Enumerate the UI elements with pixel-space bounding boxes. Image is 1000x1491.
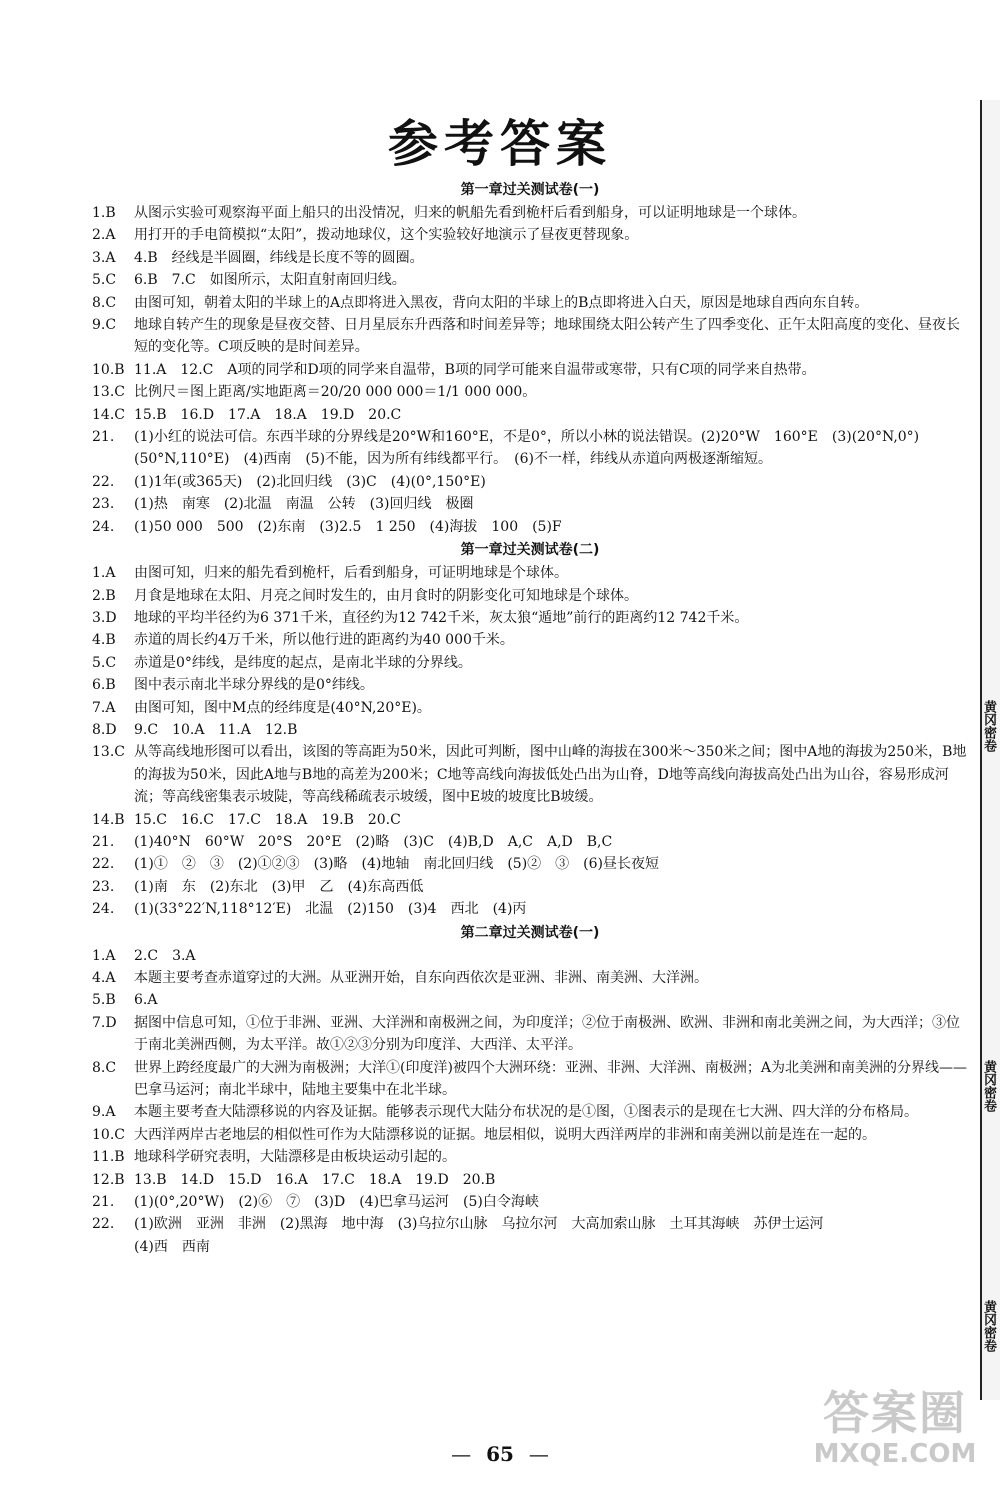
question-number: 9.C: [92, 317, 117, 334]
answer-text: 据图中信息可知，①位于非洲、亚洲、大洋洲和南极洲之间，为印度洋；②位于南极洲、欧洲、非洲和南北美洲之间，为大西洋；③位于南北美洲西侧，为太平洋。故①②③分别为印度洋、大西洋、太平洋。: [134, 1014, 960, 1054]
answer-item: [92, 585, 968, 607]
question-number: 21.: [92, 429, 115, 446]
answer-text: 地球自转产生的现象是昼夜交替、日月星辰东升西落和时间差异等；地球围绕太阳公转产生了四季变化、正午太阳高度的变化、昼夜长短的变化等。C项反映的是时间差异。: [134, 317, 960, 356]
answer-text: 9.C 10.A 11.A 12.B: [134, 721, 298, 738]
answer-item: [92, 607, 968, 629]
answer-item: [92, 1101, 968, 1123]
question-number: 1.A: [92, 947, 116, 964]
question-number: 4.A: [92, 970, 116, 986]
answer-text: (1)1年(或365天) (2)北回归线 (3)C (4)(0°,150°E): [134, 473, 486, 490]
page-dash-left: —: [451, 1442, 472, 1466]
side-label-3: 黄冈密卷: [981, 1300, 996, 1352]
question-number: 22.: [92, 1216, 115, 1233]
answer-text: 6.A: [134, 992, 158, 1009]
answer-item: [92, 1146, 968, 1168]
question-number: 9.A: [92, 1104, 116, 1121]
question-number: 23.: [92, 878, 115, 895]
answer-item: [92, 876, 968, 898]
answer-text: (1)(33°22′N,118°12′E) 北温 (2)150 (3)4 西北 (4)丙: [134, 901, 527, 918]
answer-item: [92, 629, 968, 651]
answer-item: [92, 404, 968, 426]
answer-text: 13.B 14.D 15.D 16.A 17.C 18.A 19.D 20.B: [134, 1171, 496, 1188]
watermark-logo: [800, 1387, 990, 1483]
answer-item: [92, 1124, 968, 1146]
answer-text: 比例尺＝图上距离/实地距离＝20/20 000 000＝1/1 000 000。: [134, 384, 537, 401]
answer-item: [92, 853, 968, 875]
answer-item: [92, 1057, 968, 1102]
answer-text: 赤道的周长约4万千米，所以他行进的距离约为40 000千米。: [134, 632, 514, 649]
answer-item: [92, 224, 968, 246]
section-heading: 第二章过关测试卷(一): [460, 924, 600, 941]
answer-text: 月食是地球在太阳、月亮之间时发生的，由月食时的阴影变化可知地球是个球体。: [134, 587, 638, 604]
question-number: 24.: [92, 901, 115, 918]
answer-continuation: (4)西 西南: [134, 1238, 210, 1255]
answer-item: [92, 269, 968, 291]
answer-item: [92, 359, 968, 381]
answer-item: [92, 471, 968, 493]
page-title: 参考答案: [388, 115, 612, 173]
answer-text: 由图可知，图中M点的经纬度是(40°N,20°E)。: [134, 699, 431, 716]
side-label-1: 黄冈密卷: [981, 700, 996, 752]
question-number: 12.B: [92, 1171, 125, 1188]
question-number: 2.A: [92, 227, 116, 244]
answer-item: [92, 989, 968, 1011]
answer-item: [92, 1012, 968, 1057]
answer-text: 地球科学研究表明，大陆漂移是由板块运动引起的。: [134, 1149, 456, 1166]
answer-item: [92, 652, 968, 674]
answer-section: [92, 921, 968, 1259]
answer-text: 图中表示南北半球分界线的是0°纬线。: [134, 677, 374, 694]
question-number: 10.B: [92, 361, 125, 378]
question-number: 11.B: [92, 1149, 125, 1166]
answer-text: 大西洋两岸古老地层的相似性可作为大陆漂移说的证据。地层相似，说明大西洋两岸的非洲和南美洲以前是连在一起的。: [134, 1126, 876, 1143]
question-number: 3.A: [92, 249, 116, 266]
answer-text: (1)小红的说法可信。东西半球的分界线是20°W和160°E，不是0°，所以小林的说法错误。(2)20°W 160°E (3)(20°N,0°) (50°N,110°E) (4)西南 (5)不能，因为所有纬线都平行。 (6)不一样，纬线从赤道向两极逐渐缩短。: [134, 429, 934, 468]
answer-item: [92, 809, 968, 831]
section-heading: 第一章过关测试卷(二): [460, 542, 600, 559]
answer-item: [92, 381, 968, 403]
answer-item: [92, 202, 968, 224]
answer-text: 4.B 经线是半圆圈，纬线是长度不等的圆圈。: [134, 249, 424, 266]
answer-item: [92, 719, 968, 741]
question-number: 10.C: [92, 1126, 125, 1143]
answer-item: [92, 898, 968, 920]
question-number: 5.B: [92, 992, 116, 1009]
question-number: 14.B: [92, 811, 125, 828]
answer-item: [92, 516, 968, 538]
watermark-url: MXQE.COM: [813, 1439, 977, 1469]
answer-item: [92, 674, 968, 696]
answer-text: 由图可知，朝着太阳的半球上的A点即将进入黑夜，背向太阳的半球上的B点即将进入白天，原因是地球自西向东自转。: [134, 294, 869, 311]
answer-section: [92, 178, 968, 538]
answer-text: 赤道是0°纬线，是纬度的起点，是南北半球的分界线。: [134, 654, 472, 671]
question-number: 7.A: [92, 699, 116, 716]
question-number: 13.C: [92, 744, 125, 761]
answer-text: 15.C 16.C 17.C 18.A 19.B 20.C: [134, 811, 401, 828]
answer-item: [92, 1191, 968, 1213]
answer-content: [92, 178, 968, 1258]
answer-text: 从图示实验可观察海平面上船只的出没情况，归来的帆船先看到桅杆后看到船身，可以证明地球是一个球体。: [134, 205, 806, 221]
answer-item: [92, 1213, 968, 1235]
answer-item: [92, 967, 968, 989]
question-number: 22.: [92, 856, 115, 873]
watermark-text: 答案圈: [823, 1386, 967, 1440]
answer-item: [92, 426, 968, 471]
answer-text: (1)欧洲 亚洲 非洲 (2)黑海 地中海 (3)乌拉尔山脉 乌拉尔河 大高加索山脉 土耳其海峡 苏伊士运河: [134, 1216, 824, 1233]
question-number: 21.: [92, 1194, 115, 1211]
question-number: 22.: [92, 473, 115, 490]
answer-text: 从等高线地形图可以看出，该图的等高距为50米，因此可判断，图中山峰的海拔在300米～350米之间；图中A地的海拔为250米，B地的海拔为50米，因此A地与B地的高差为200米；C地等高线向海拔低处凸出为山脊，D地等高线向海拔高处凸出为山谷，容易形成河流；等高线密集表示坡陡，等高线稀疏表示坡缓，图中E坡的坡度比B坡缓。: [134, 744, 967, 806]
answer-text: 地球的平均半径约为6 371千米，直径约为12 742千米，灰太狼“遁地”前行的距离约12 742千米。: [134, 609, 749, 626]
answer-item: [92, 314, 968, 359]
question-number: 24.: [92, 518, 115, 535]
question-number: 2.B: [92, 587, 116, 604]
answer-item: [92, 493, 968, 515]
question-number: 7.D: [92, 1014, 117, 1031]
question-number: 5.C: [92, 654, 117, 671]
question-number: 21.: [92, 833, 115, 850]
page-dash-right: —: [528, 1442, 549, 1466]
question-number: 6.B: [92, 677, 116, 694]
answer-item: [92, 831, 968, 853]
answer-text: (1)50 000 500 (2)东南 (3)2.5 1 250 (4)海拔 100 (5)F: [134, 518, 562, 535]
answer-section: [92, 538, 968, 921]
answer-text: 6.B 7.C 如图所示，太阳直射南回归线。: [134, 272, 406, 289]
answer-text: 本题主要考查赤道穿过的大洲。从亚洲开始，自东向西依次是亚洲、非洲、南美洲、大洋洲。: [134, 970, 708, 986]
side-label-2: 黄冈密卷: [981, 1060, 996, 1112]
answer-item: [92, 741, 968, 808]
answer-item: [92, 697, 968, 719]
answer-item: [92, 247, 968, 269]
question-number: 5.C: [92, 272, 117, 289]
answer-item: [92, 292, 968, 314]
question-number: 13.C: [92, 384, 125, 401]
answer-text: (1)(0°,20°W) (2)⑥ ⑦ (3)D (4)巴拿马运河 (5)白令海峡: [134, 1194, 539, 1211]
answer-text: (1)南 东 (2)东北 (3)甲 乙 (4)东高西低: [134, 878, 424, 895]
answer-text: 15.B 16.D 17.A 18.A 19.D 20.C: [134, 406, 402, 423]
answer-item: [92, 1169, 968, 1191]
question-number: 1.B: [92, 205, 116, 221]
answer-item: [92, 945, 968, 967]
answer-text: 本题主要考查大陆漂移说的内容及证据。能够表示现代大陆分布状况的是①图，①图表示的是现在七大洲、四大洋的分布格局。: [134, 1104, 918, 1121]
answer-text: 11.A 12.C A项的同学和D项的同学来自温带，B项的同学可能来自温带或寒带，只有C项的同学来自热带。: [134, 361, 816, 378]
question-number: 4.B: [92, 632, 116, 649]
answer-text: 世界上跨经度最广的大洲为南极洲；大洋①(印度洋)被四个大洲环绕：亚洲、非洲、大洋洲、南极洲；A为北美洲和南美洲的分界线——巴拿马运河；南北半球中，陆地主要集中在北半球。: [134, 1059, 968, 1099]
answer-text: (1)热 南寒 (2)北温 南温 公转 (3)回归线 极圈: [134, 496, 474, 513]
answer-text: (1)40°N 60°W 20°S 20°E (2)略 (3)C (4)B,D A,C A,D B,C: [134, 833, 613, 850]
question-number: 23.: [92, 496, 115, 513]
question-number: 8.C: [92, 1059, 117, 1076]
question-number: 14.C: [92, 406, 125, 423]
answer-text: 由图可知，归来的船先看到桅杆，后看到船身，可证明地球是个球体。: [134, 565, 568, 582]
answer-item: [92, 562, 968, 584]
question-number: 1.A: [92, 565, 116, 582]
answer-text: 用打开的手电筒模拟“太阳”，拨动地球仪，这个实验较好地演示了昼夜更替现象。: [134, 227, 639, 244]
answer-text: (1)① ② ③ (2)①②③ (3)略 (4)地轴 南北回归线 (5)② ③ (6)昼长夜短: [134, 856, 659, 873]
question-number: 3.D: [92, 609, 117, 626]
page-number: 65: [486, 1442, 514, 1466]
section-heading: 第一章过关测试卷(一): [460, 182, 600, 198]
answer-text: 2.C 3.A: [134, 947, 196, 964]
question-number: 8.C: [92, 294, 117, 311]
question-number: 8.D: [92, 721, 117, 738]
